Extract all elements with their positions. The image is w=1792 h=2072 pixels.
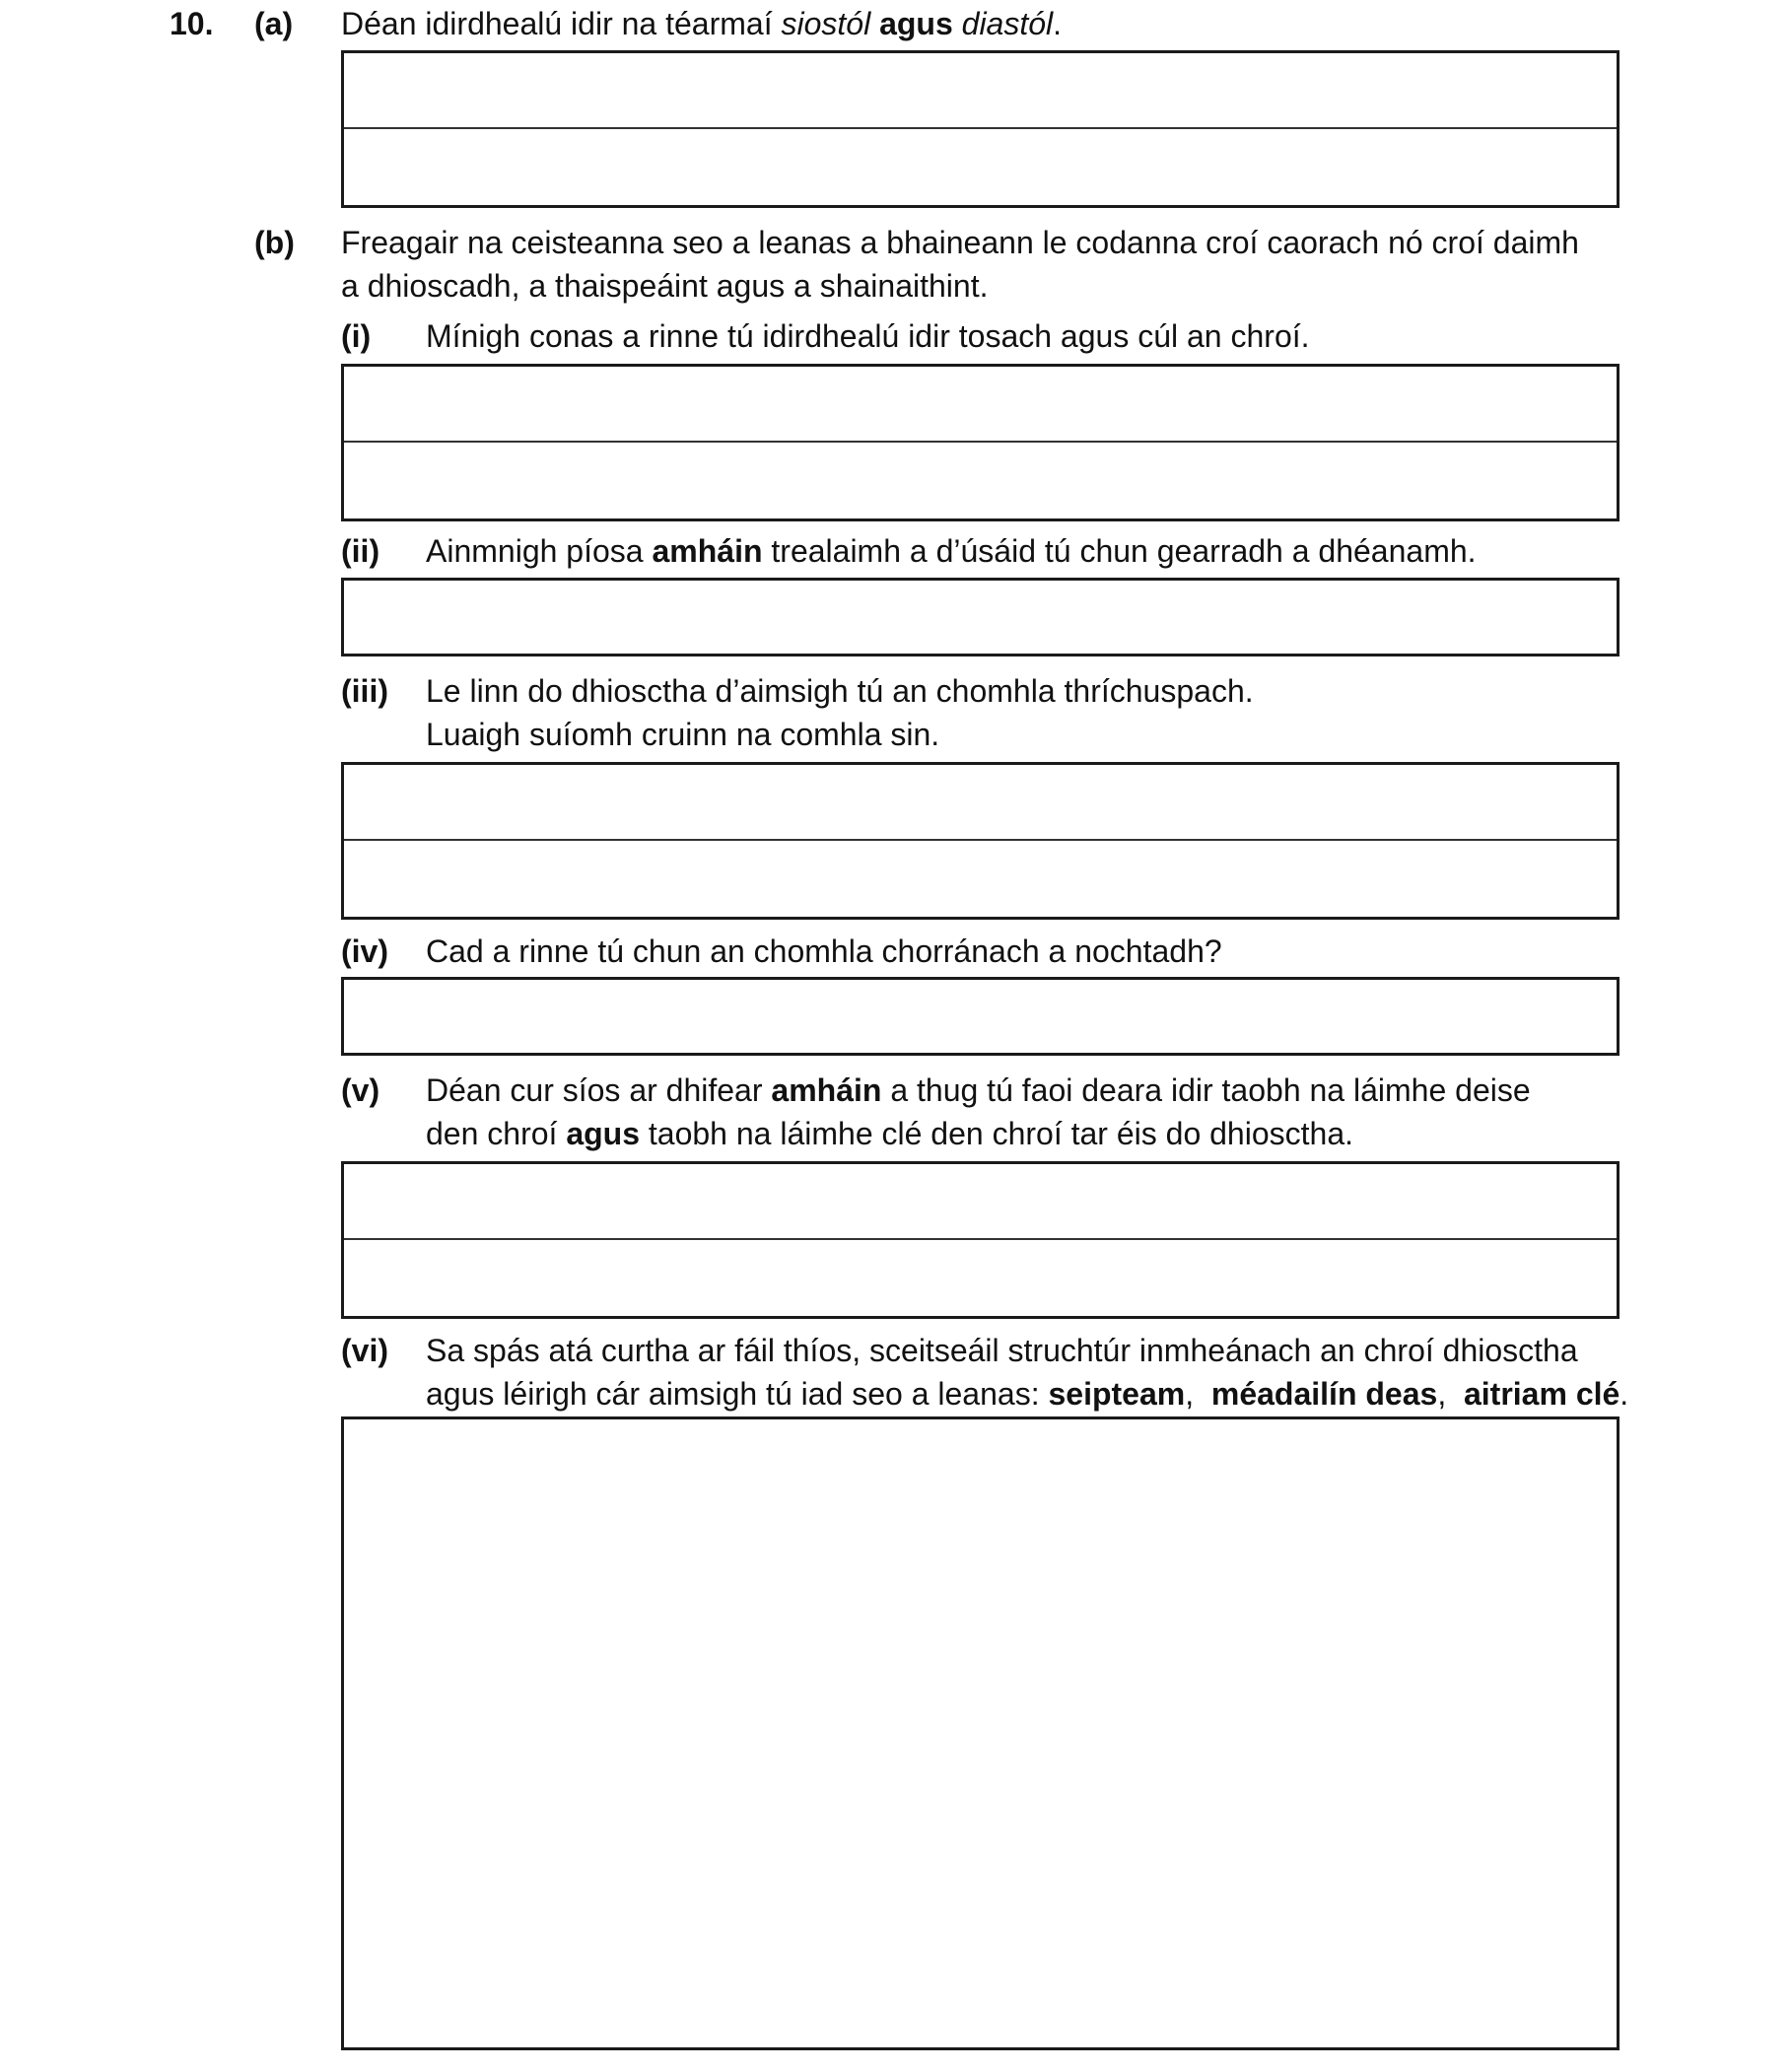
part-b-label: (b) (254, 225, 295, 260)
question-number: 10. (170, 6, 214, 41)
answer-line[interactable] (344, 443, 1617, 518)
sep-2: , (1437, 1376, 1464, 1412)
term-diastol: diastól (961, 6, 1054, 41)
part-b-intro-line-2: a dhioscadh, a thaispeáint agus a shainaithint. (341, 268, 989, 304)
answer-line[interactable] (344, 129, 1617, 205)
sub-iv-label: (iv) (341, 933, 388, 969)
answer-line[interactable] (344, 841, 1617, 917)
answer-box-b-ii[interactable] (341, 578, 1620, 656)
sub-i-text: Mínigh conas a rinne tú idirdhealú idir tosach agus cúl an chroí. (426, 318, 1310, 354)
part-a-text (341, 2, 1062, 45)
sub-v-line-2-bold: agus (566, 1116, 640, 1151)
part-b-intro-line-1: Freagair na ceisteanna seo a leanas a bhaineann le codanna croí caorach nó croí daimh (341, 225, 1579, 260)
term-meadailin-deas: méadailín deas (1210, 1376, 1438, 1412)
answer-line[interactable] (344, 53, 1617, 129)
sub-ii-bold: amháin (652, 533, 763, 569)
term-aitriam-cle: aitriam clé (1463, 1376, 1620, 1412)
sub-iii-line-2: Luaigh suíomh cruinn na comhla sin. (426, 717, 940, 752)
answer-box-b-iv[interactable] (341, 977, 1620, 1056)
term-siostol: siostól (781, 6, 871, 41)
term-seipteam: seipteam (1048, 1376, 1186, 1412)
answer-box-b-i[interactable] (341, 364, 1620, 521)
sub-v-line-2 (426, 1112, 1353, 1155)
sub-v-line-1 (426, 1069, 1531, 1112)
sub-ii-text-2: trealaimh a d’úsáid tú chun gearradh a dhéanamh. (762, 533, 1477, 569)
sub-v-line-1-a: Déan cur síos ar dhifear (426, 1072, 772, 1108)
sub-i-label: (i) (341, 318, 372, 354)
sub-v-line-1-bold: amháin (771, 1072, 882, 1108)
part-a-label: (a) (254, 6, 294, 41)
part-a-text-1: Déan idirdhealú idir na téarmaí (341, 6, 782, 41)
part-a-end: . (1053, 6, 1063, 41)
answer-box-b-iii[interactable] (341, 762, 1620, 920)
sub-ii-text (426, 529, 1477, 573)
sub-vi-line-1: Sa spás atá curtha ar fáil thíos, sceitseáil struchtúr inmheánach an chroí dhiosctha (426, 1333, 1578, 1368)
part-a-and: agus (870, 6, 962, 41)
sub-v-line-2-a: den chroí (426, 1116, 567, 1151)
sub-vi-line-2 (426, 1372, 1628, 1416)
sub-iii-line-1: Le linn do dhiosctha d’aimsigh tú an chomhla thríchuspach. (426, 673, 1254, 709)
sub-vi-line-2-a: agus léirigh cár aimsigh tú iad seo a leanas: (426, 1376, 1049, 1412)
sub-iii-label: (iii) (341, 673, 388, 709)
answer-line[interactable] (344, 1164, 1617, 1240)
sub-vi-end: . (1620, 1376, 1629, 1412)
sub-ii-text-1: Ainmnigh píosa (426, 533, 653, 569)
sub-ii-label: (ii) (341, 533, 380, 569)
answer-box-a[interactable] (341, 50, 1620, 208)
sub-v-line-1-b: a thug tú faoi deara idir taobh na láimhe deise (881, 1072, 1531, 1108)
answer-box-b-v[interactable] (341, 1161, 1620, 1319)
answer-line[interactable] (344, 367, 1617, 443)
sketch-box-b-vi[interactable] (341, 1416, 1620, 2050)
answer-line[interactable] (344, 1240, 1617, 1316)
answer-line[interactable] (344, 765, 1617, 841)
sub-v-line-2-b: taobh na láimhe clé den chroí tar éis do dhiosctha. (640, 1116, 1353, 1151)
sub-iv-text: Cad a rinne tú chun an chomhla chorránach a nochtadh? (426, 933, 1222, 969)
sub-v-label: (v) (341, 1072, 380, 1108)
sep-1: , (1185, 1376, 1211, 1412)
sub-vi-label: (vi) (341, 1333, 388, 1368)
